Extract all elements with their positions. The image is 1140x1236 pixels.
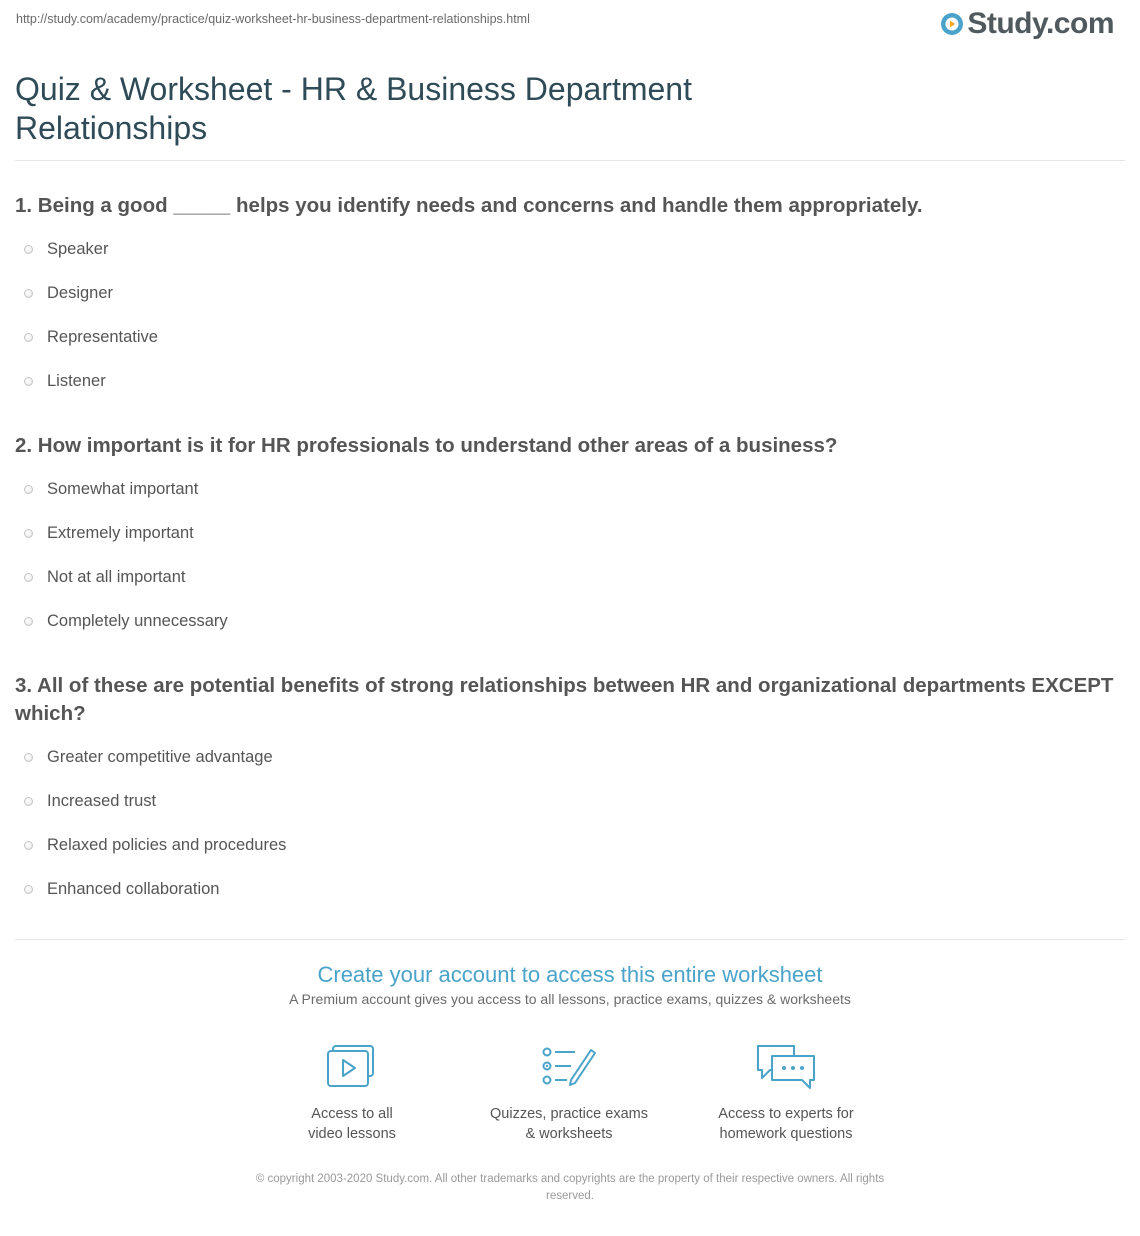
option-label: Relaxed policies and procedures bbox=[47, 835, 287, 854]
radio-button[interactable] bbox=[24, 377, 33, 386]
radio-button[interactable] bbox=[24, 841, 33, 850]
answer-option[interactable] bbox=[15, 271, 1125, 315]
answer-option[interactable] bbox=[15, 735, 1125, 779]
feature-quizzes bbox=[469, 1044, 669, 1144]
option-label: Enhanced collaboration bbox=[47, 879, 220, 898]
radio-button[interactable] bbox=[24, 333, 33, 342]
quiz-checklist-icon bbox=[541, 1044, 597, 1090]
answer-options bbox=[15, 735, 1125, 911]
radio-button[interactable] bbox=[24, 753, 33, 762]
question-1 bbox=[15, 192, 1125, 403]
page-title-line-1: Quiz & Worksheet - HR & Business Department bbox=[15, 71, 692, 107]
option-label: Listener bbox=[47, 371, 106, 390]
radio-button[interactable] bbox=[24, 485, 33, 494]
copyright bbox=[210, 1171, 930, 1205]
option-label: Designer bbox=[47, 283, 114, 302]
option-label: Completely unnecessary bbox=[47, 611, 228, 630]
radio-button[interactable] bbox=[24, 617, 33, 626]
option-label: Greater competitive advantage bbox=[47, 747, 273, 766]
page-url[interactable]: http://study.com/academy/practice/quiz-worksheet-hr-business-department-relationships.html bbox=[16, 12, 530, 26]
answer-option[interactable] bbox=[15, 467, 1125, 511]
answer-option[interactable] bbox=[15, 555, 1125, 599]
cta-subtitle: A Premium account gives you access to all lessons, practice exams, quizzes & worksheets bbox=[289, 991, 851, 1007]
answer-option[interactable] bbox=[15, 599, 1125, 643]
answer-options bbox=[15, 227, 1125, 403]
answer-option[interactable] bbox=[15, 359, 1125, 403]
chat-bubbles-icon bbox=[754, 1044, 818, 1090]
feature-label-line-2: homework questions bbox=[719, 1126, 853, 1142]
study-logo[interactable] bbox=[940, 6, 1114, 42]
cta-title[interactable]: Create your account to access this entire worksheet bbox=[317, 962, 823, 987]
radio-button[interactable] bbox=[24, 573, 33, 582]
feature-label bbox=[469, 1104, 669, 1144]
radio-button[interactable] bbox=[24, 245, 33, 254]
question-text: 2. How important is it for HR professionals to understand other areas of a business? bbox=[15, 434, 838, 457]
answer-option[interactable] bbox=[15, 511, 1125, 555]
option-label: Speaker bbox=[47, 239, 109, 258]
premium-cta bbox=[0, 961, 1140, 1009]
feature-label-line-1: Quizzes, practice exams bbox=[490, 1106, 648, 1122]
question-text: 1. Being a good _____ helps you identify needs and concerns and handle them appropriately. bbox=[15, 194, 923, 217]
feature-label-line-1: Access to all bbox=[311, 1106, 393, 1122]
cta-divider bbox=[15, 939, 1125, 940]
copyright-line-2: reserved. bbox=[546, 1190, 594, 1202]
feature-label bbox=[686, 1104, 886, 1144]
radio-button[interactable] bbox=[24, 797, 33, 806]
copyright-line-1: © copyright 2003-2020 Study.com. All other trademarks and copyrights are the property of their respective owners. All rights bbox=[255, 1173, 885, 1185]
option-label: Representative bbox=[47, 327, 158, 346]
radio-button[interactable] bbox=[24, 885, 33, 894]
answer-option[interactable] bbox=[15, 867, 1125, 911]
answer-option[interactable] bbox=[15, 779, 1125, 823]
answer-option[interactable] bbox=[15, 227, 1125, 271]
play-circle-icon bbox=[940, 12, 964, 36]
feature-label-line-2: video lessons bbox=[308, 1126, 396, 1142]
answer-options bbox=[15, 467, 1125, 643]
feature-label-line-2: & worksheets bbox=[525, 1126, 613, 1142]
title-divider bbox=[15, 160, 1125, 161]
option-label: Not at all important bbox=[47, 567, 186, 586]
question-text: 3. All of these are potential benefits of strong relationships between HR and organizational departments EXCEPT which? bbox=[15, 674, 1114, 725]
logo-text: Study.com bbox=[967, 7, 1114, 40]
option-label: Somewhat important bbox=[47, 479, 199, 498]
answer-option[interactable] bbox=[15, 823, 1125, 867]
question-3 bbox=[15, 672, 1125, 911]
top-bar bbox=[15, 0, 1116, 52]
feature-experts bbox=[686, 1044, 886, 1144]
radio-button[interactable] bbox=[24, 529, 33, 538]
option-label: Increased trust bbox=[47, 791, 157, 810]
feature-video-lessons bbox=[252, 1044, 452, 1144]
page-title-line-2: Relationships bbox=[15, 110, 208, 146]
page-title bbox=[15, 70, 735, 148]
question-2 bbox=[15, 432, 1125, 643]
answer-option[interactable] bbox=[15, 315, 1125, 359]
feature-label bbox=[252, 1104, 452, 1144]
option-label: Extremely important bbox=[47, 523, 194, 542]
radio-button[interactable] bbox=[24, 289, 33, 298]
feature-label-line-1: Access to experts for bbox=[718, 1106, 854, 1122]
video-lessons-icon bbox=[326, 1044, 378, 1090]
